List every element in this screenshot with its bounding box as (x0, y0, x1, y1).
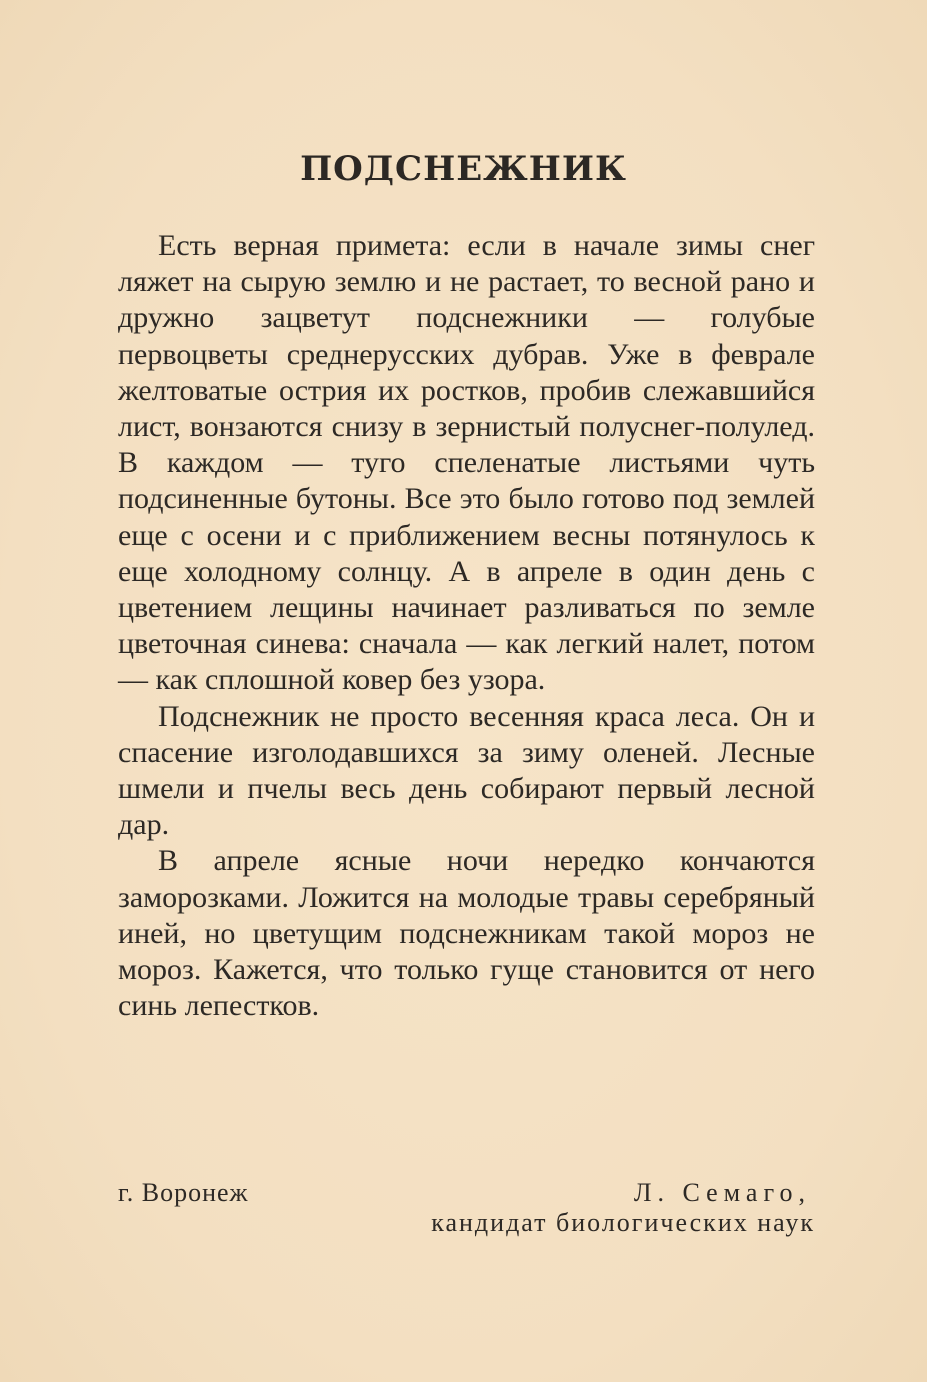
paragraph-2: Подснежник не просто весенняя краса леса. Он и спасение изголодавшихся за зиму оленей. Лесные шмели и пчелы весь день собирают первый лесной дар. (118, 699, 815, 842)
article-title: ПОДСНЕЖНИК (300, 149, 627, 189)
paragraph-1: Есть верная примета: если в начале зимы снег ляжет на сырую землю и не растает, то весной рано и дружно зацветут подснежники — голубые первоцветы среднерусских дубрав. Уже в феврале желтоватые острия их ростков, пробив слежавшийся лист, вонзаются снизу в зернистый полуснег-полулед. В каждом — туго спеленатые листьями чуть подсиненные бутоны. Все это было готово под землей еще с осени и с приближением весны потянулось к еще холодному солнцу. А в апреле в один день с цветением лещины начинает разливаться по земле цветочная синева: сначала — как легкий налет, потом — как сплошной ковер без узора. (118, 229, 815, 697)
article-body (118, 228, 815, 1024)
place-label: г. Воронеж (118, 1178, 249, 1207)
author-degree: кандидат биологических наук (431, 1208, 815, 1237)
paragraph-3: В апреле ясные ночи нередко кончаются заморозками. Ложится на молодые травы серебряный иней, но цветущим подснежникам такой мороз не мороз. Кажется, что только гуще становится от него синь лепестков. (118, 844, 815, 1023)
author-name: Л. Семаго, (633, 1178, 811, 1207)
